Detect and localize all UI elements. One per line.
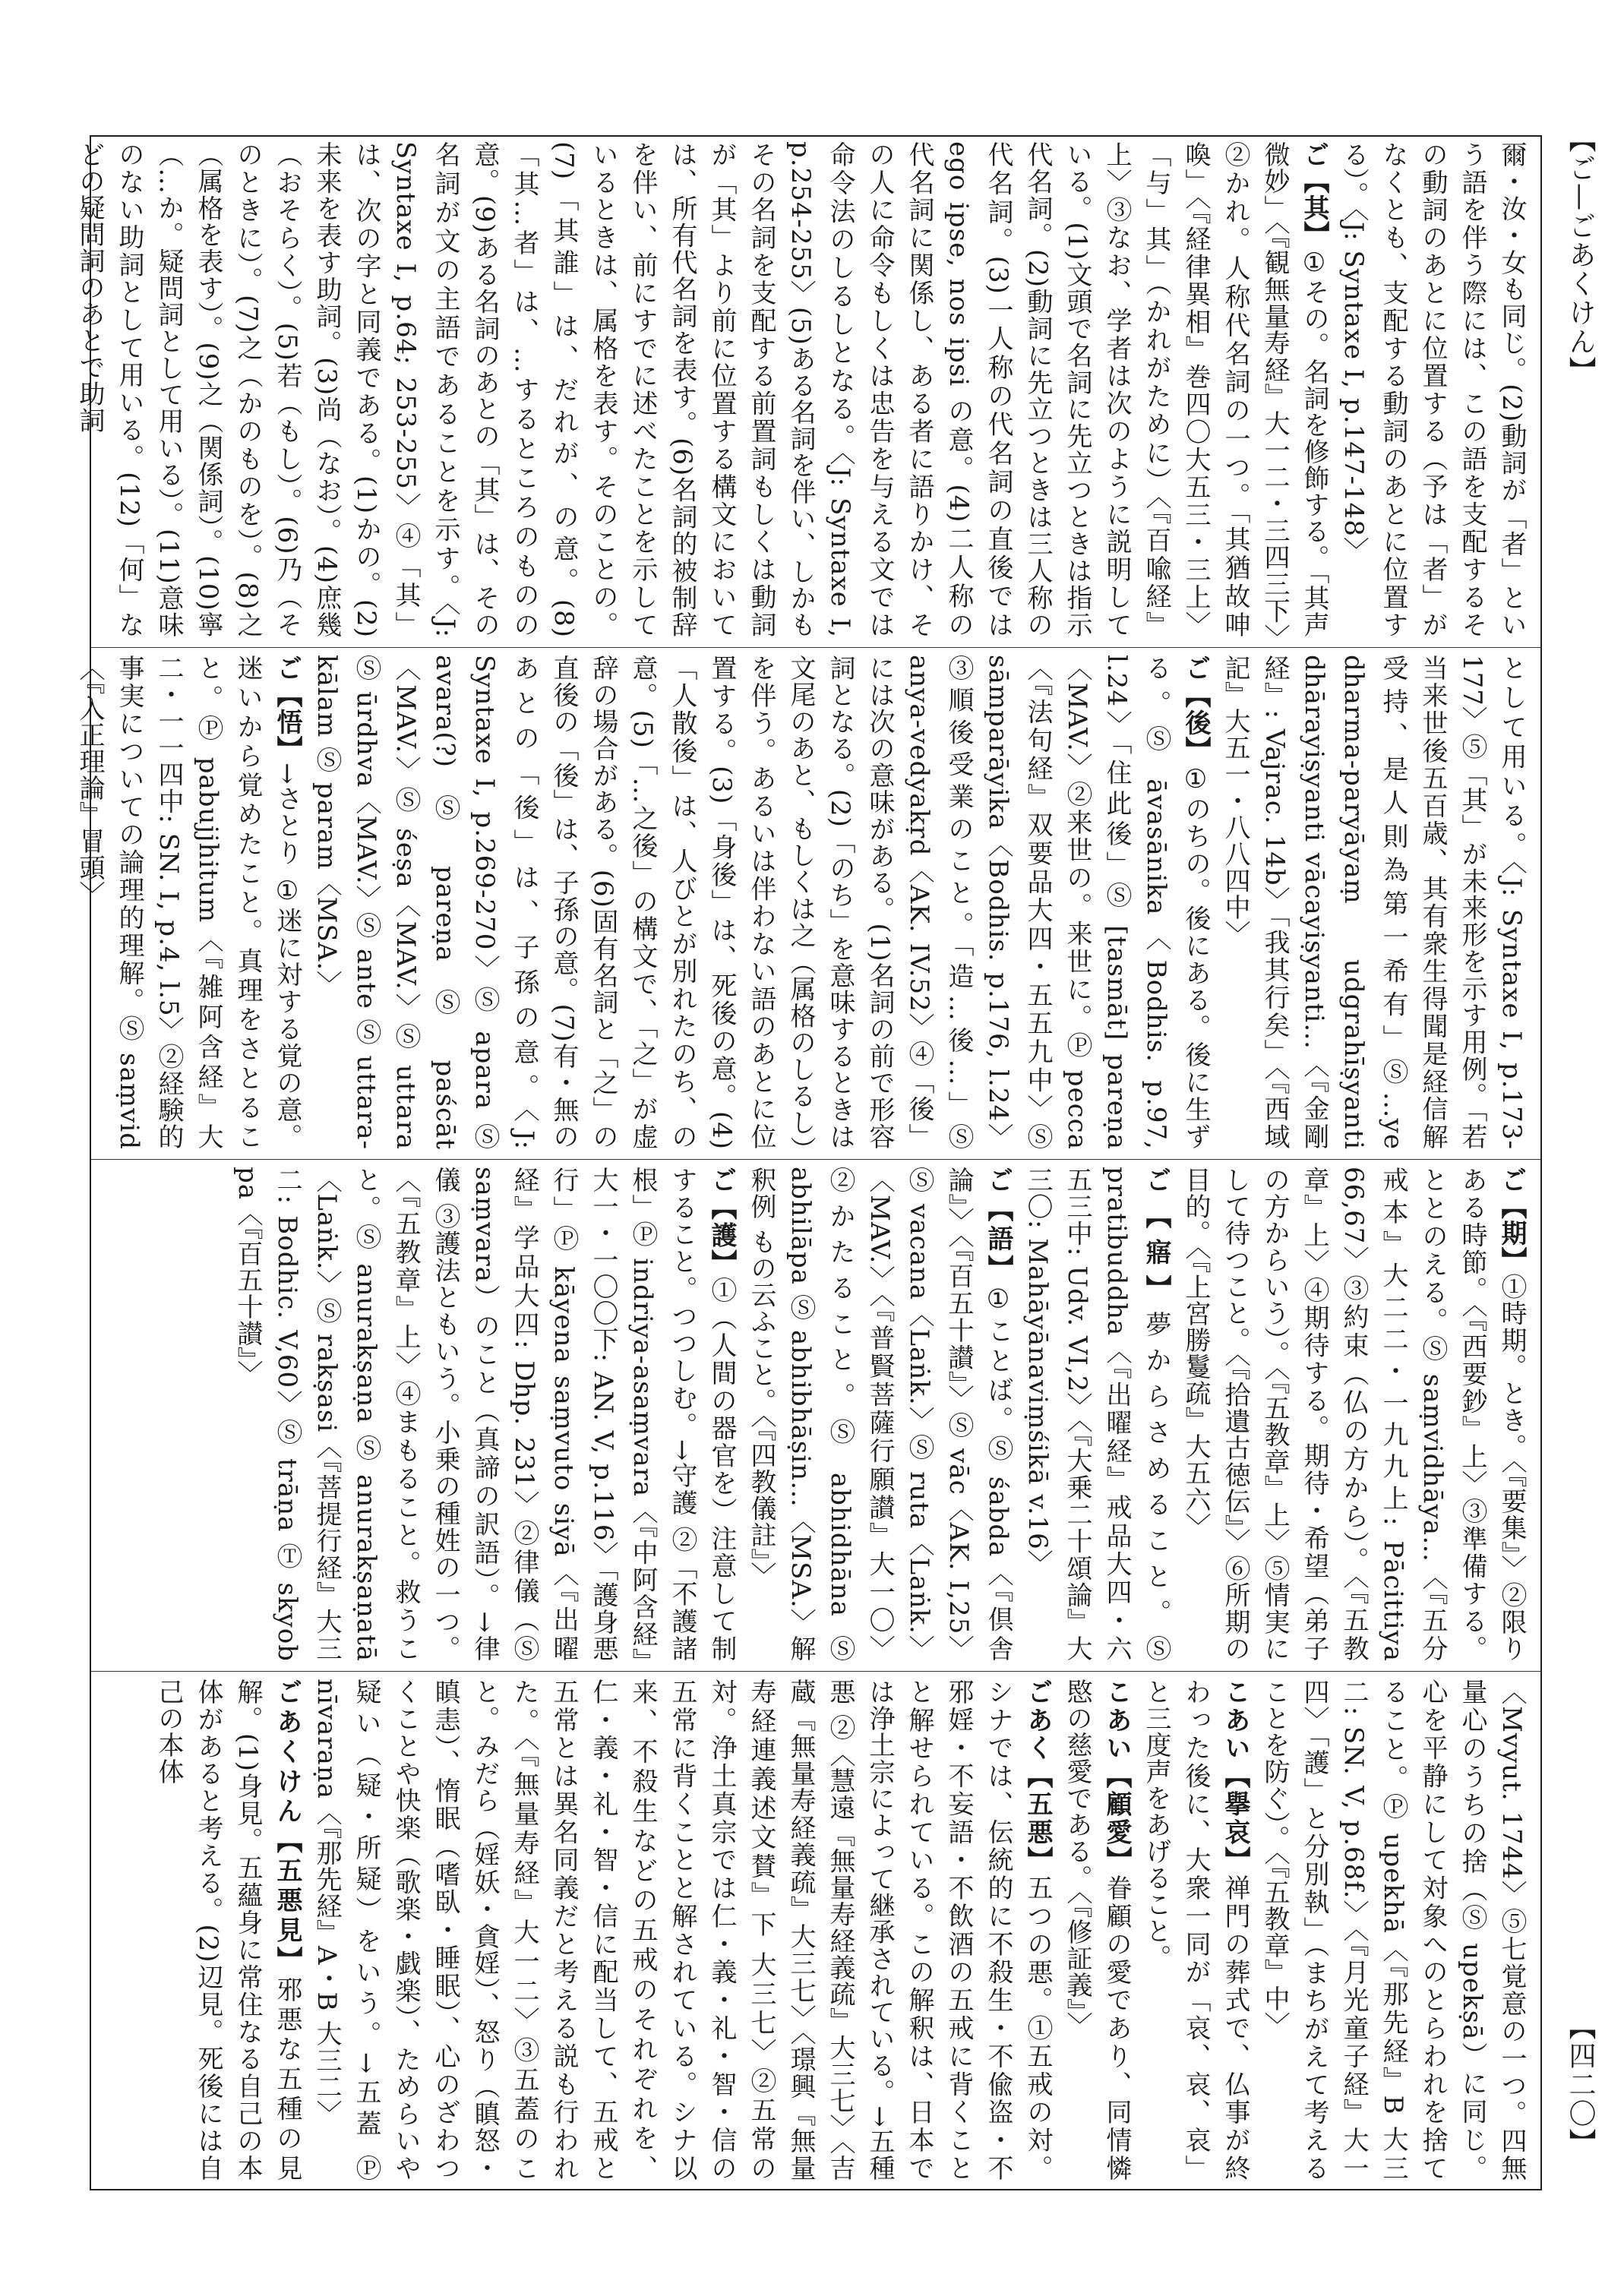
- entry-continuation: 〈Mvyut. 1744〉⑤七覚意の一つ。四無量心のうちの捨（Ⓢ upekṣā）に同じ。心を平静にして対象へのとらわれを捨てること。Ⓟ upekhā〈『那先経』B 大三二: SN. V, p.68f.〉〈『月光童子経』大一四〉「護」と分別執」（まちがえて考えることを防ぐ）。〈『五教章』中〉: [1259, 1679, 1527, 2181]
- entry-body: 邪悪な五種の見解。(1)身見。五蘊身に常住なる自己の本体があると考える。(2)辺見。死後には自己の本体: [153, 1679, 302, 2181]
- entry-headword: こあい【顧愛】: [1101, 1679, 1132, 1875]
- dictionary-entry: [307, 655, 1215, 1150]
- entry-continuation: 爾・汝・女も同じ。(2)動詞が「者」という語を伴う際には、この語を支配するその動詞のあとに位置する（予は「者」がなくとも、支配する動詞のあとに位置する）。〈J: Syntaxe I, p.147-148〉: [1338, 141, 1527, 638]
- dictionary-entry: [70, 141, 1334, 638]
- entry-body: ①その。名詞を修飾する。「其声微妙」〈『観無量寿経』大一二・三四三下〉②かれ。人称代名詞の一つ。「其猶故呻喚」〈『経律異相』巻四〇大五三・三上〉「与」其」（かれがために）〈『百喩経』上〉③なお、学者は次のように説明している。(1)文頭で名詞に先立つときは指示代名詞。(2)動詞に先立つときは三人称の代名詞。(3)一人称の代名詞の直後では ego ipse, nos ipsi の意。(4)二人称の代名詞に関係し、ある者に語りかけ、その人に命令もしくは忠告を与える文では命令法のしるしとなる。〈J: Syntaxe I, p.254-255〉(5)ある名詞を伴い、しかもその名詞を支配する前置詞もしくは動詞が「其」より前に位置する構文においては、所有代名詞を表す。(6)名詞的被制辞を伴い、前にすでに述べたことを示しているときは、属格を表す。そのことの。(7)「其誰」は、だれが、の意。(8)「其…者」は、…するところのものの意。(9)ある名詞のあとの「其」は、その名詞が文の主語であることを示す。〈J: Syntaxe I, p.64; 253-255〉④「其」は、次の字と同義である。(1)かの。(2)未来を表す助詞。(3)尚（なお）。(4)庶幾（おそらく）。(5)若（もし）。(6)乃（そのときに）。(7)之（かのものを）。(8)之（属格を表す）。(9)之（関係詞）。(10)寧（…か。疑問詞として用いる）。(11)意味のない助詞として用いる。(12)「何」などの疑問詞のあとで助詞: [74, 141, 1329, 639]
- entry-continuation: として用いる。〈J: Syntaxe I, p.173-177〉⑤「其」が未来形を示す用例。「若当来世後五百歳、其有衆生得聞是経信解受持、是人則為第一希有」Ⓢ…ye dharma-paryāyaṃ udgrahīṣyanti dhārayiṣyanti vācayiṣyanti…〈『金剛経』: Vajrac. 14b〉「我其行矣」〈『西域記』大五一・八八四中〉: [1220, 655, 1527, 1150]
- running-head: 【ご—ごあくけん】: [1565, 125, 1596, 385]
- entry-headword: ご【期】: [1496, 1167, 1527, 1274]
- dictionary-entry: [70, 655, 307, 1150]
- entry-body: 禅門の葬式で、仏事が終わった後に、大衆一同が「哀、哀、哀」と三度声をあげること。: [1141, 1679, 1250, 2182]
- entry-body: ①ことば。Ⓢ śabda〈『倶舎論』〉〈『百五十讃』〉Ⓢ vāc〈AK. I,25〉Ⓢ vacana〈Laṅk.〉Ⓢ ruta〈Laṅk.〉〈MAV.〉〈『普賢菩薩行願讃』大一〇〉②かたること。Ⓢ abhidhāna Ⓢ abhilāpa Ⓢ abhibhāṣin…〈MSA.〉解釈例 もの云ふこと。〈『四教儀註』〉: [746, 1167, 1013, 1663]
- entry-body: 眷顧の愛であり、同情憐愍の慈愛である。〈『修証義』〉: [1062, 1679, 1132, 2182]
- dictionary-entry: [1018, 1167, 1176, 1662]
- entry-headword: ごあくけん【五悪見】: [272, 1679, 302, 1976]
- entry-body: ①時期。とき。〈『要集』〉②限りある時節。〈『西要鈔』上〉③準備する。ととのえる。Ⓢ saṃvidhāya…〈『五分戒本』大二二・一九九上: Pācittiya 66,67〉③約束（仏の方から）。〈『五教章』上〉④期待する。期待・希望（弟子の方からいう）。〈『五教章』上〉⑤情実にして待つこと。〈『拾遺古徳伝』〉⑥所期の目的。〈『上宮勝鬘疏』大五六〉: [1180, 1167, 1527, 1663]
- entry-headword: ご【語】: [983, 1167, 1013, 1284]
- entry-headword: ご【寤】: [1141, 1167, 1171, 1311]
- tier-divider: [91, 1671, 1540, 1672]
- tier-3: [100, 1167, 1531, 1662]
- dictionary-entry: [1176, 1167, 1531, 1662]
- dictionary-entry: [741, 1167, 1018, 1662]
- dictionary-entry: [307, 1679, 1057, 2181]
- page-number: 【四二〇】: [1565, 2013, 1596, 2157]
- entry-headword: ご【其】: [1299, 141, 1329, 248]
- entry-body: →さとり ①迷に対する覚の意。迷いから覚めたこと。真理をさとること。Ⓟ pabujjhitum〈『雑阿含経』大二・一一四中: SN. I, p.4, l.5〉②経験的事実についての論理的理解。Ⓢ saṃvid〈『入正理論』冒頭〉: [74, 655, 302, 1150]
- tier-1: [74, 141, 1531, 639]
- entry-body: 夢からさめること。Ⓢ pratibuddha〈『出曜経』戒品大四・六五三中: Udv. VI,2〉〈『大乗二十頌論』大三〇: Mahāyānaviṃśikā v.16〉: [1022, 1167, 1171, 1663]
- dictionary-entry: [1057, 1679, 1136, 2181]
- dictionary-entry: [228, 1167, 741, 1662]
- entry-headword: こあい【擧哀】: [1220, 1679, 1250, 1875]
- entry-headword: ご【護】: [706, 1167, 737, 1278]
- tier-divider: [91, 647, 1540, 648]
- entry-body: ①（人間の器官を）注意して制すること。つつしむ。→守護 ②「不護諸根」Ⓟ indriya-asaṃvara〈『中阿含経』大一・一〇〇下: AN. V, p.116〉「護身悪行」Ⓟ kāyena saṃvuto siyā〈『出曜経』学品大四: Dhp. 231〉②律儀（Ⓢ saṃvara）のこと（真諦の訳語）。→律儀 ③護法ともいう。小乗の種姓の一つ。〈『五教章』上〉④まもること。救うこと。Ⓢ anurakṣaṇa Ⓢ anurakṣaṇatā〈Laṅk.〉Ⓢ rakṣasi〈『菩提行経』大三二: Bodhic. V,60〉Ⓢ trāṇa Ⓣ skyob pa〈『百五十讃』〉: [232, 1167, 737, 1663]
- tier-4: [100, 1679, 1531, 2181]
- entry-body: 五つの悪。①五戒の対。シナでは、伝統的に不殺生・不偸盗・不邪婬・不妄語・不飲酒の五戒に背くことと解せられている。この解釈は、日本では浄土宗によって継承されている。→五種悪 ②〈慧遠『無量寿経義疏』大三七〉〈吉蔵『無量寿経義疏』大三七〉〈璟興『無量寿経連義述文賛』下 大三七〉②五常の対。浄土真宗では仁・義・礼・智・信の五常に背くことと解されている。シナ以来、不殺生などの五戒のそれぞれを、仁・義・礼・智・信に配当して、五戒と五常とは異名同義だと考える説も行われた。〈『無量寿経』大一二〉③五蓋のこと。みだら（婬妖・貪婬）、怒り（瞋怒・瞋恚）、惰眠（嗜臥・睡眠）、心のざわつくことや快楽（歌楽・戯楽）、ためらいや疑い（疑・所疑）をいう。→五蓋 Ⓟ nīvaraṇa〈『那先経』A・B 大三二〉: [311, 1679, 1053, 2182]
- entry-body: ①のちの。後にある。後に生ずる。Ⓢ āvasānika〈Bodhis. p.97, l.24〉「住此後」Ⓢ [tasmāt] pareṇa〈MAV.〉②来世の。来世に。Ⓟ pecca〈『法句経』双要品大四・五五九中〉Ⓢ sāmparāyika〈Bodhis. p.176, l.24〉③順後受業のこと。「造…後…」Ⓢ anya-vedyakṛd〈AK. IV.52〉④「後」には次の意味がある。(1)名詞の前で形容詞となる。(2)「のち」を意味するときは文尾のあと、もしくは之（属格のしるし）を伴う。あるいは伴わない語のあとに位置する。(3)「身後」は、死後の意。(4)「人散後」は、人びとが別れたのち、の意。(5)「…之後」の構文で、「之」が虚辞の場合がある。(6)固有名詞と「之」の直後の「後」は、子孫の意。(7)有・無のあとの「後」は、子孫の意。〈J: Syntaxe I, p.269-270〉Ⓢ apara Ⓢ avara(?) Ⓢ pareṇa Ⓢ paścāt〈MAV.〉Ⓢ śeṣa〈MAV.〉Ⓢ uttara Ⓢ ūrdhva〈MAV.〉Ⓢ ante Ⓢ uttara-kālam Ⓢ param〈MSA.〉: [311, 655, 1211, 1151]
- dictionary-entry: [149, 1679, 307, 2181]
- entry-headword: ご【後】: [1180, 655, 1211, 764]
- entry-headword: ごあく【五悪】: [1022, 1679, 1053, 1875]
- tier-2: [74, 655, 1531, 1151]
- dictionary-entry: [1136, 1679, 1255, 2181]
- tier-divider: [91, 1159, 1540, 1160]
- entry-headword: ご【悟】: [272, 655, 302, 763]
